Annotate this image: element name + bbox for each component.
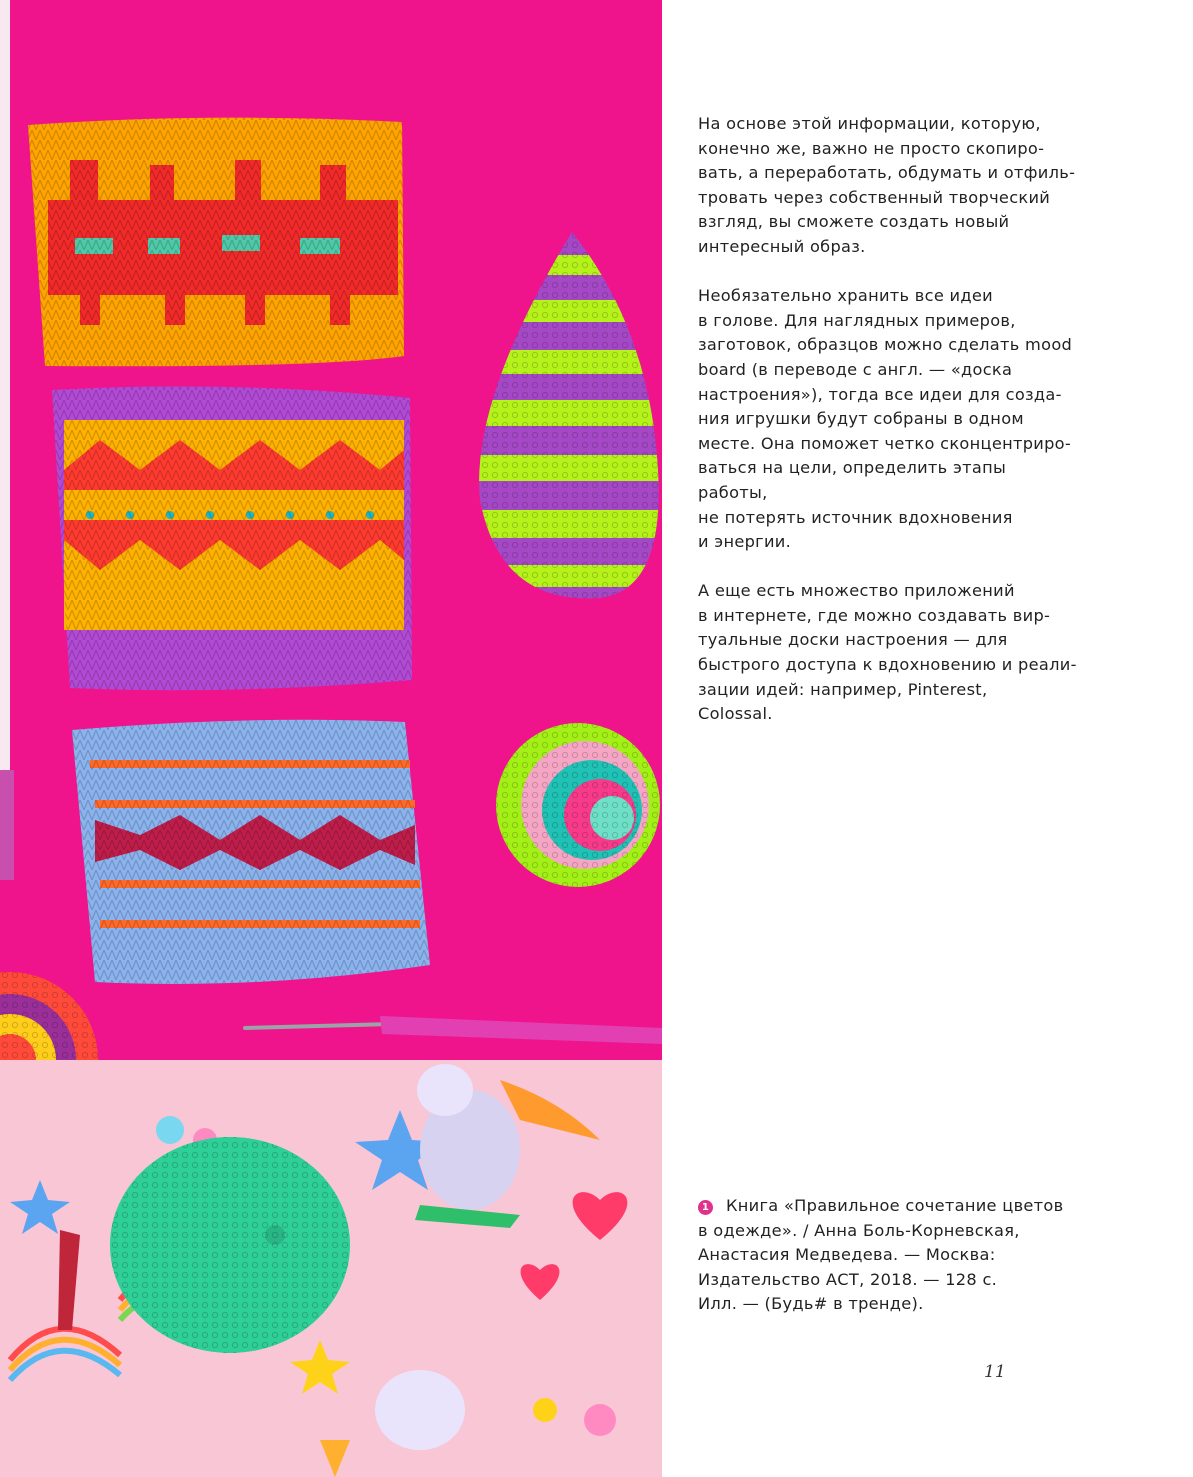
page-number: 11	[984, 1362, 1006, 1382]
footnote	[698, 1194, 1098, 1317]
paragraph-1: На основе этой информации, которую, конечно же, важно не просто скопиро- вать, а переработать, обдумать и отфиль- тровать через собственный творческий взгляд, вы сможете создать новый интересный образ.	[698, 114, 1076, 256]
paragraph-3: А еще есть множество приложений в интернете, где можно создавать вир- туальные доски настроения — для быстрого доступа к вдохновению и реали- зации идей: например, Pinterest, Colossal.	[698, 581, 1077, 724]
green-crochet-ball	[110, 1137, 350, 1353]
orange-red-knit-swatch	[28, 118, 404, 367]
body-text	[698, 112, 1078, 751]
blue-knit-swatch	[72, 720, 430, 984]
purple-yellow-knit-swatch	[52, 386, 412, 690]
paragraph-2: Необязательно хранить все идеи в голове. Для наглядных примеров, заготовок, образцов можно сделать mood board (в переводе с англ. — «доска настроения»), тогда все идеи для созда- ния игрушки будут собраны в одном месте. Она поможет четко сконцентриро- ваться на цели, определить этапы работы, не потерять источник вдохновения и энергии.	[698, 286, 1073, 552]
footnote-text: Книга «Правильное сочетание цветов в одежде». / Анна Боль-Корневская, Анастасия Медведева. — Москва: Издательство АСТ, 2018. — 128 с. Илл. — (Будь# в тренде).	[698, 1196, 1064, 1314]
footnote-marker: 1	[698, 1200, 713, 1215]
striped-crochet-dome	[496, 723, 660, 887]
